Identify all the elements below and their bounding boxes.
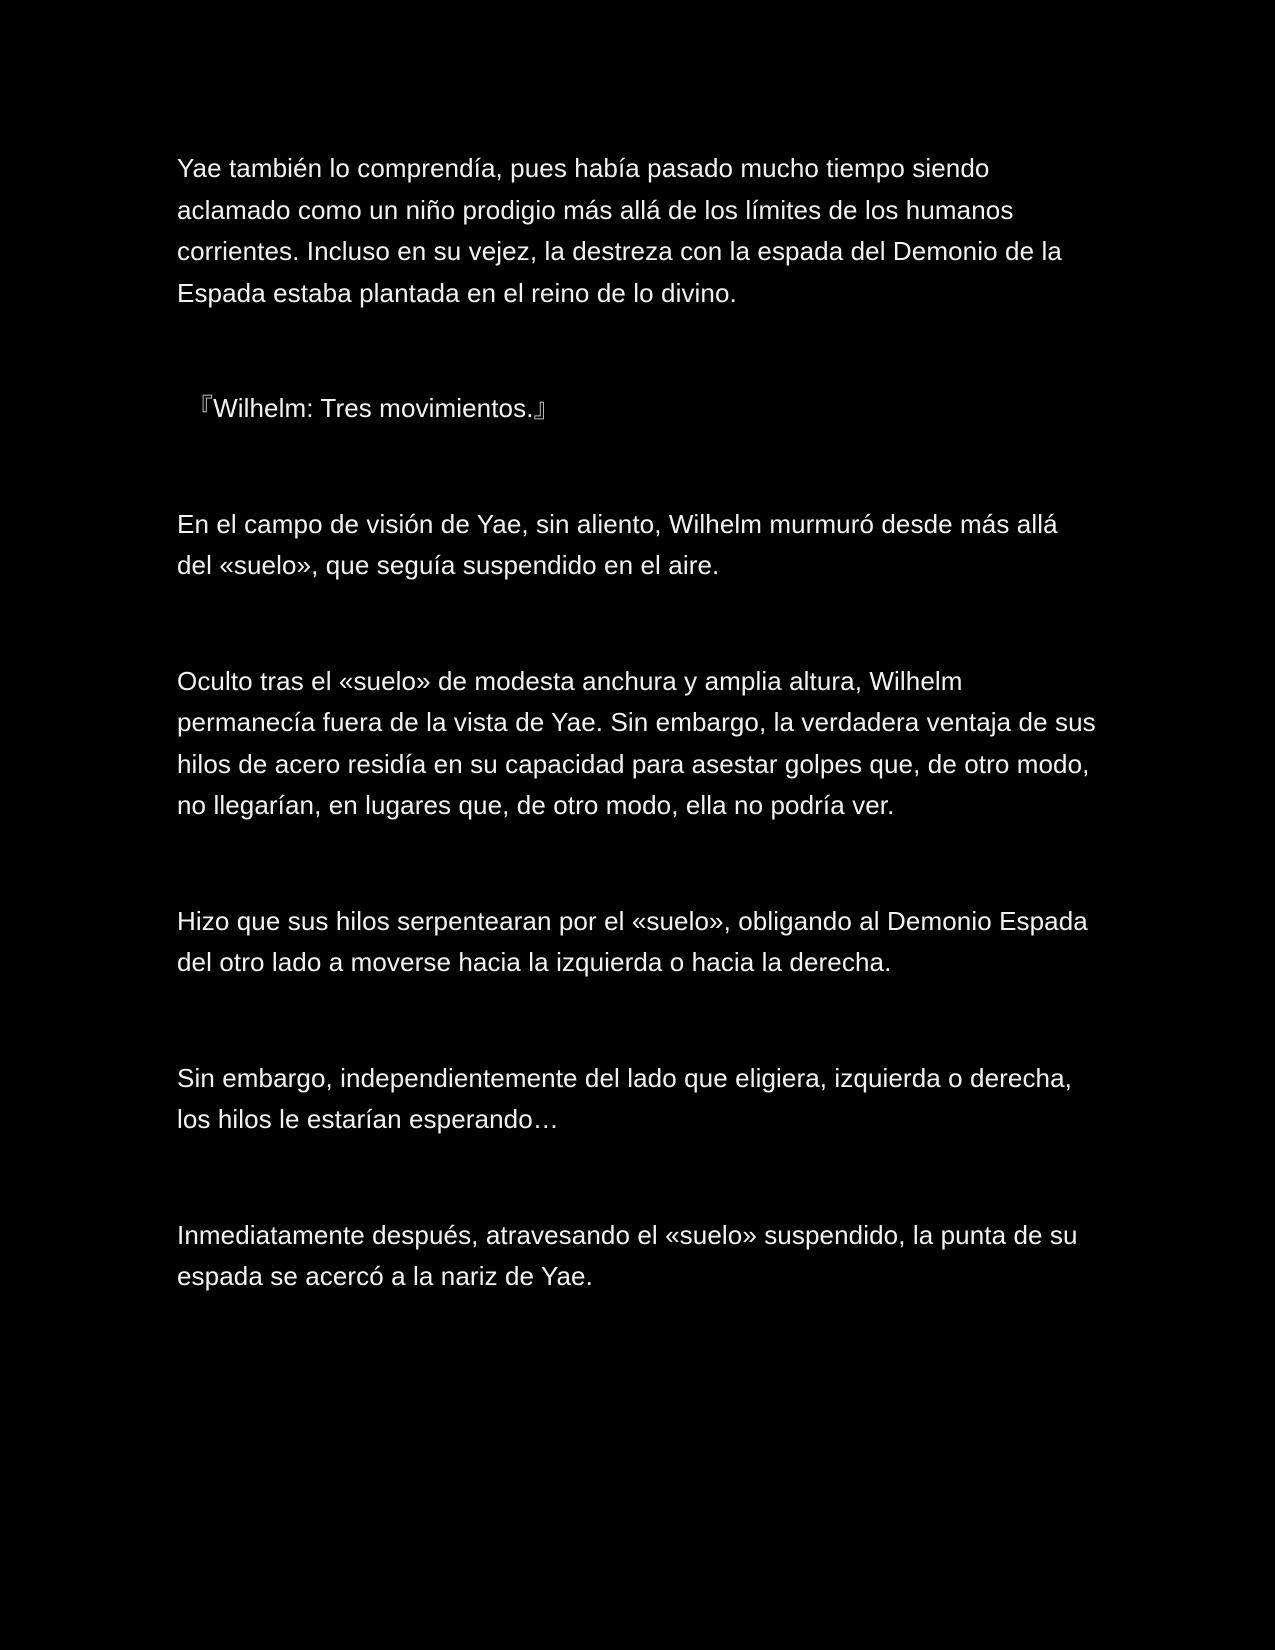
paragraph-5: Hizo que sus hilos serpentearan por el «suelo», obligando al Demonio Espada del otro lado a moverse hacia la izquierda o hacia la derecha. (177, 905, 1088, 977)
paragraph-7: Inmediatamente después, atravesando el «suelo» suspendido, la punta de su espada se acercó a la nariz de Yae. (177, 1219, 1078, 1291)
document-body (177, 148, 1097, 1298)
dialogue-line: 『Wilhelm: Tres movimientos.』 (187, 393, 560, 423)
paragraph-3: En el campo de visión de Yae, sin aliento, Wilhelm murmuró desde más allá del «suelo», que seguía suspendido en el aire. (177, 508, 1058, 580)
paragraph-6: Sin embargo, independientemente del lado que eligiera, izquierda o derecha, los hilos le estarían esperando… (177, 1062, 1073, 1134)
paragraph-1: Yae también lo comprendía, pues había pasado mucho tiempo siendo aclamado como un niño prodigio más allá de los límites de los humanos corrientes. Incluso en su vejez, la destreza con la espada del Demonio de la Espada estaba plantada en el reino de lo divino. (177, 153, 1062, 308)
paragraph-4: Oculto tras el «suelo» de modesta anchura y amplia altura, Wilhelm permanecía fuera de la vista de Yae. Sin embargo, la verdadera ventaja de sus hilos de acero residía en su capacidad para asestar golpes que, de otro modo, no llegarían, en lugares que, de otro modo, ella no podría ver. (177, 665, 1096, 820)
